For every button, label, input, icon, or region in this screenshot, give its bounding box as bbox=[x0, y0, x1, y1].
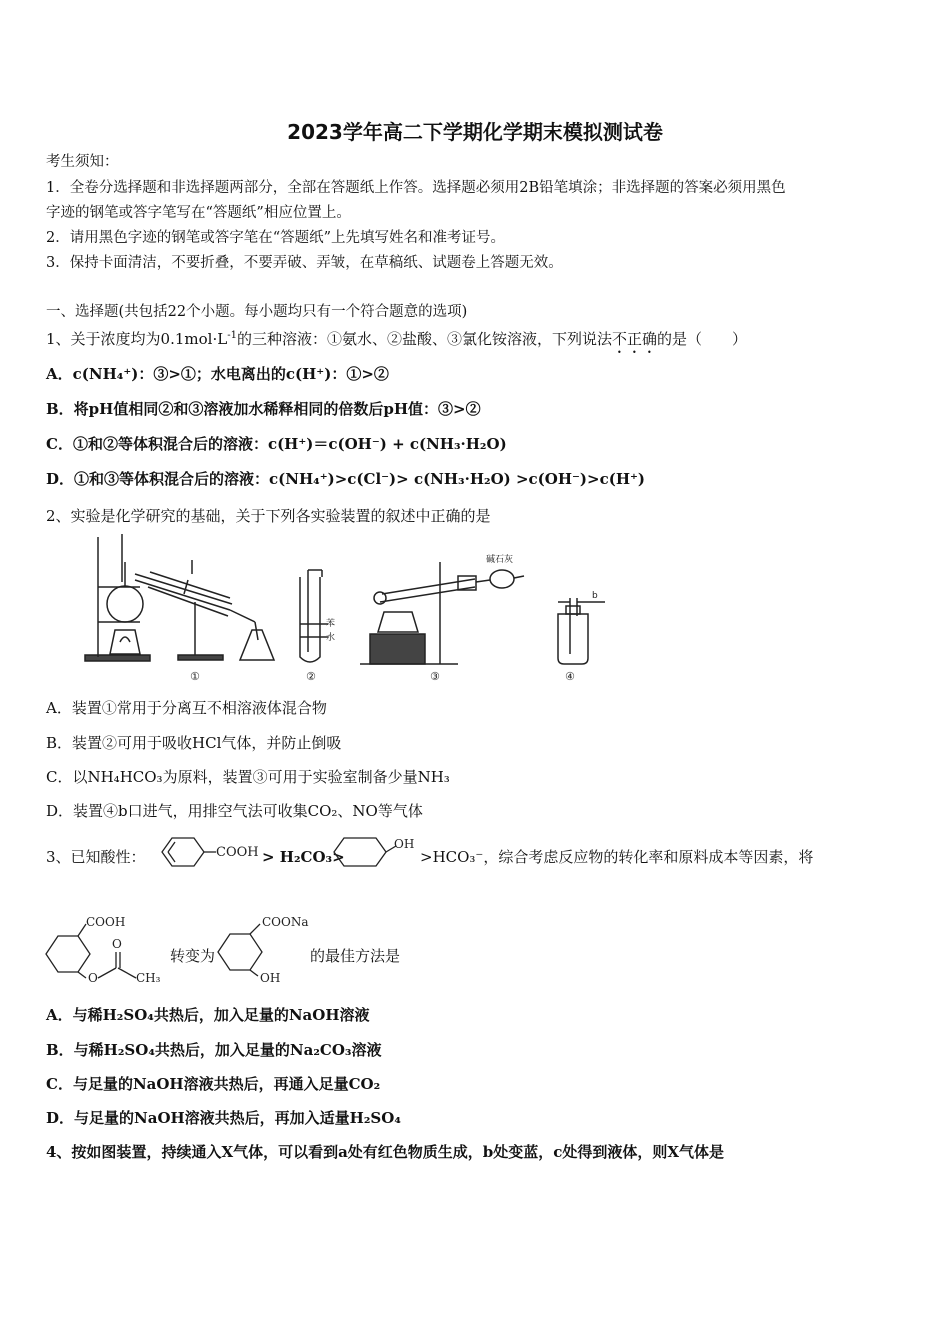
q2-option-a: A．装置①常用于分离互不相溶液体混合物 bbox=[46, 699, 327, 717]
fig-label-2: ② bbox=[306, 670, 316, 683]
gas-collection-bottle bbox=[558, 598, 605, 664]
q1-option-c: C．①和②等体积混合后的溶液：c(H⁺)＝c(OH⁻) + c(NH₃·H₂O) bbox=[46, 435, 507, 453]
q3-option-c: C．与足量的NaOH溶液共热后，再通入足量CO₂ bbox=[46, 1075, 381, 1093]
q3-stem-pre: 3、已知酸性： bbox=[46, 848, 146, 866]
q1-stem bbox=[46, 326, 747, 357]
q1-option-a: A．c(NH₄⁺)：③>①；水电离出的c(H⁺)：①>② bbox=[46, 365, 389, 383]
q1-option-d: D．①和③等体积混合后的溶液：c(NH₄⁺)>c(Cl⁻)> c(NH₃·H₂O) >c(OH⁻)>c(H⁺) bbox=[46, 470, 646, 488]
ammonia-apparatus bbox=[360, 562, 524, 664]
fig-water-label: 水 bbox=[326, 633, 336, 643]
q3-gt1: > H₂CO₃> bbox=[262, 848, 345, 866]
notice-item-1-cont: 字迹的钢笔或答字笔写在“答题纸”相应位置上。 bbox=[46, 205, 351, 221]
q3-transform: 转变为 bbox=[170, 947, 216, 965]
q1-stem-mid: 的三种溶液：①氨水、②盐酸、③氯化铵溶液，下列说法 bbox=[236, 330, 612, 348]
fig-label-1: ① bbox=[190, 670, 200, 683]
q3-option-d: D．与足量的NaOH溶液共热后，再加入适量H₂SO₄ bbox=[46, 1109, 401, 1127]
q2-option-d: D．装置④b口进气，用排空气法可收集CO₂、NO等气体 bbox=[46, 802, 423, 820]
sodium-salicylate-structure bbox=[212, 912, 312, 987]
fig-lime-label: 碱石灰 bbox=[486, 555, 514, 565]
r-o-label: O bbox=[88, 971, 98, 985]
fig-label-4: ④ bbox=[565, 670, 575, 683]
page-title: 2023学年高二下学期化学期末模拟测试卷 bbox=[287, 120, 663, 144]
aspirin-structure bbox=[40, 912, 175, 987]
section-heading: 一、选择题(共包括22个小题。每小题均只有一个符合题意的选项) bbox=[46, 304, 468, 320]
q4-stem: 4、按如图装置，持续通入X气体，可以看到a处有红色物质生成，b处变蓝，c处得到液体，则X气体是 bbox=[46, 1143, 725, 1161]
phenol-structure bbox=[330, 832, 425, 872]
q1-option-b: B．将pH值相同②和③溶液加水稀释相同的倍数后pH值：③>② bbox=[46, 400, 481, 418]
q2-stem: 2、实验是化学研究的基础，关于下列各实验装置的叙述中正确的是 bbox=[46, 507, 491, 525]
q2-option-c: C．以NH₄HCO₃为原料，装置③可用于实验室制备少量NH₃ bbox=[46, 768, 450, 786]
p-oh-label: OH bbox=[260, 971, 281, 985]
q1-stem-post: 的是（ ） bbox=[656, 330, 747, 348]
q1-stem-sup: -1 bbox=[227, 330, 237, 341]
notice-item-2: 2．请用黑色字迹的钢笔或答字笔在“答题纸”上先填写姓名和准考证号。 bbox=[46, 230, 506, 246]
oh-label: OH bbox=[394, 837, 415, 851]
apparatus-figure bbox=[80, 532, 620, 687]
fig-b-label: b bbox=[592, 591, 598, 601]
q2-option-b: B．装置②可用于吸收HCl气体，并防止倒吸 bbox=[46, 734, 342, 752]
q3-stem-post: >HCO₃⁻，综合考虑反应物的转化率和原料成本等因素，将 bbox=[420, 848, 814, 866]
p-coona-label: COONa bbox=[262, 915, 309, 929]
fig-label-3: ③ bbox=[430, 670, 440, 683]
benzoic-acid-structure bbox=[150, 832, 265, 872]
q3-option-b: B．与稀H₂SO₄共热后，加入足量的Na₂CO₃溶液 bbox=[46, 1041, 382, 1059]
q1-stem-emphasis: 不正确 bbox=[611, 330, 657, 348]
notice-item-3: 3．保持卡面清洁，不要折叠，不要弄破、弄皱，在草稿纸、试题卷上答题无效。 bbox=[46, 255, 563, 271]
r-ch3-label: CH₃ bbox=[136, 971, 161, 985]
fig-benzene-label: 苯 bbox=[326, 619, 336, 629]
r-cooh-label: COOH bbox=[86, 915, 126, 929]
notice-heading: 考生须知： bbox=[46, 154, 119, 170]
notice-item-1: 1．全卷分选择题和非选择题两部分，全部在答题纸上作答。选择题必须用2B铅笔填涂；非选择题的答案必须用黑色 bbox=[46, 180, 786, 196]
q3-option-a: A．与稀H₂SO₄共热后，加入足量的NaOH溶液 bbox=[46, 1006, 370, 1024]
cooh-label: COOH bbox=[216, 845, 259, 860]
r-carbonyl-o-label: O bbox=[112, 937, 122, 951]
distillation-apparatus bbox=[85, 534, 274, 661]
q3-best: 的最佳方法是 bbox=[310, 947, 401, 965]
q1-stem-pre: 1、关于浓度均为0.1mol·L bbox=[46, 330, 228, 348]
test-tube-apparatus bbox=[300, 570, 328, 662]
